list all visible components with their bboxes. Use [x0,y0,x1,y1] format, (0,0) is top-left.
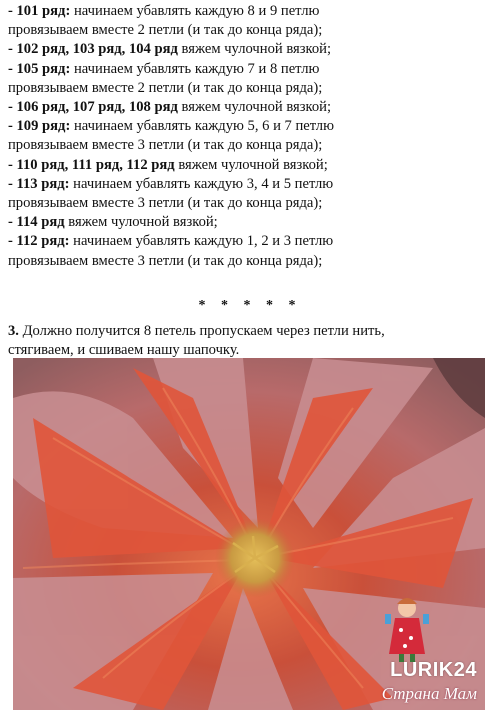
instruction-line [8,213,496,232]
instruction-line [8,194,496,213]
doll-logo-icon [377,594,437,664]
row-text: вяжем чулочной вязкой; [174,156,328,173]
row-text: начинаем убавлять каждую 3, 4 и 5 петлю [69,175,334,192]
row-label: - 114 ряд [8,214,65,231]
row-label: - 110 ряд, 111 ряд, 112 ряд [8,156,175,173]
step-3 [8,322,496,360]
row-label: - 109 ряд: [8,118,71,135]
instruction-line [8,117,496,136]
instruction-line [8,60,496,79]
row-text: провязываем вместе 3 петли (и так до конца ряда); [8,137,323,154]
row-label: - 113 ряд: [8,175,70,192]
row-label: - 106 ряд, 107 ряд, 108 ряд [8,99,178,116]
site-watermark [357,594,477,704]
step-number: 3. [8,323,19,339]
row-text: вяжем чулочной вязкой; [177,99,332,116]
step-text-line1: Должно получится 8 петель пропускаем через петли нить, [18,323,385,339]
row-text: провязываем вместе 2 петли (и так до конца ряда); [8,22,323,39]
watermark-brand: LURIK24 [390,659,477,681]
row-text: провязываем вместе 2 петли (и так до конца ряда); [8,79,323,96]
row-text: начинаем убавлять каждую 5, 6 и 7 петлю [70,118,334,135]
row-text: провязываем вместе 3 петли (и так до конца ряда); [8,195,323,212]
row-text: начинаем убавлять каждую 7 и 8 петлю [70,60,320,77]
instruction-line [8,175,496,194]
row-text: начинаем убавлять каждую 8 и 9 петлю [70,3,320,19]
instruction-line [8,98,496,117]
row-label: - 102 ряд, 103 ряд, 104 ряд [8,41,178,58]
instruction-line [8,156,496,175]
instruction-line [8,2,496,21]
instruction-line [8,136,496,155]
row-text: вяжем чулочной вязкой; [64,214,218,231]
instruction-line [8,252,496,271]
instructions-text [8,2,496,271]
instruction-line [8,79,496,98]
step-text-line2: стягиваем, и сшиваем нашу шапочку. [8,342,240,359]
row-text: начинаем убавлять каждую 1, 2 и 3 петлю [69,233,334,250]
row-label: - 105 ряд: [8,60,71,77]
section-separator: * * * * * [198,298,302,313]
instruction-line [8,232,496,251]
row-text: провязываем вместе 3 петли (и так до конца ряда); [8,252,323,269]
row-label: - 112 ряд: [8,233,70,250]
instruction-line [8,40,496,59]
row-text: вяжем чулочной вязкой; [177,41,332,58]
instruction-line [8,21,496,40]
row-label: - 101 ряд: [8,3,71,19]
knitted-hat-top-photo [13,358,485,710]
watermark-site: Страна Мам [381,684,477,703]
